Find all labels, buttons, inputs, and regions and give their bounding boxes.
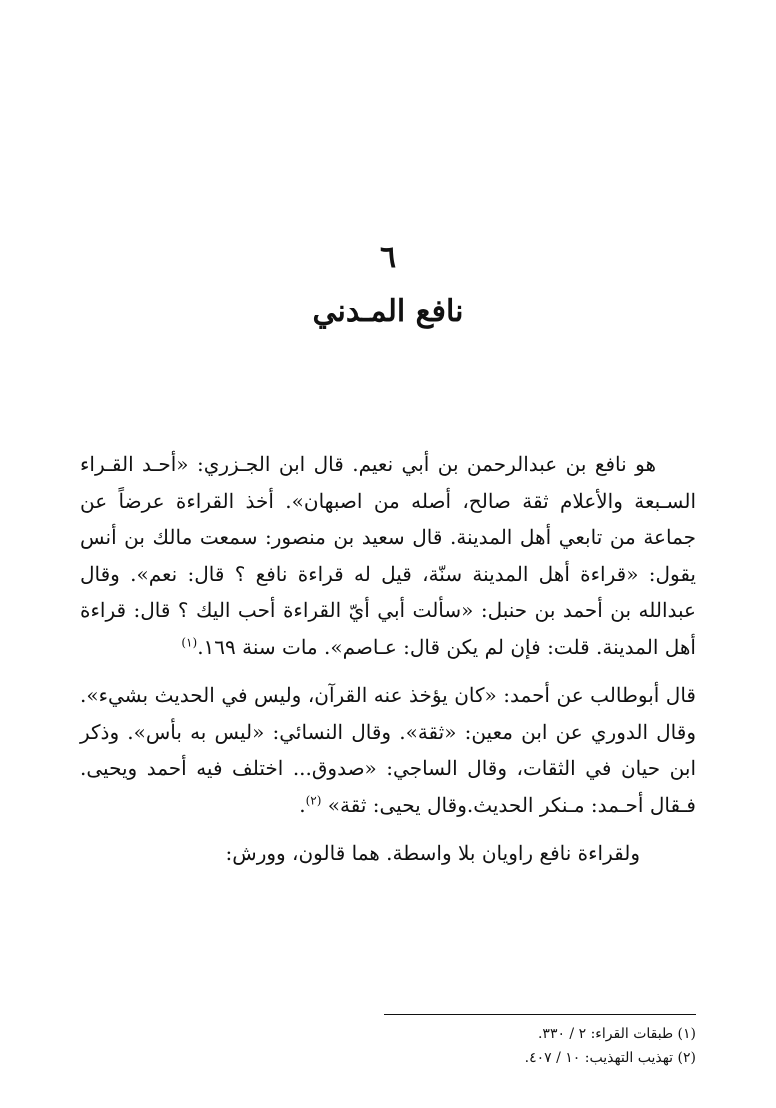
paragraph-transmitters <box>80 835 696 872</box>
body-text <box>80 446 696 884</box>
paragraph-text: قال أبوطالب عن أحمد: «كان يؤخذ عنه القرآن، وليس في الحديث بشيء». وقال الدوري عن ابن معين: «ثقة». وقال النسائي: «ليس به بأس». وذكر ابن حيان في الثقات، وقال الساجي: «صدوق... اختلف فيه أحمد ويحيى. فـقال أحـمد: مـنكر الحديث.وقال يحيى: ثقة» <box>80 683 696 817</box>
paragraph-text: ولقراءة نافع راويان بلا واسطة. هما قالون، وورش: <box>225 841 640 865</box>
paragraph-narrators-opinions <box>80 677 696 823</box>
chapter-number: ٦ <box>379 240 397 275</box>
footnotes <box>296 1022 696 1070</box>
paragraph-text: هو نافع بن عبدالرحمن بن أبي نعيم. قال ابن الجـزري: «أحـد القـراء السـبعة والأعلام ثقة صالح، أصله من اصبهان». أخذ القراءة عرضاً عن جماعة من تابعي أهل المدينة. قال سعيد بن منصور: سمعت مالك بن أنس يقول: «قراءة أهل المدينة سنّة، قيل له قراءة نافع ؟ قال: نعم». وقال عبدالله بن أحمد بن حنبل: «سألت أبي أيّ القراءة أحب اليك ؟ قال: قراءة أهل المدينة. قلت: فإن لم يكن قال: عـاصم». مات سنة ١٦٩. <box>80 452 696 659</box>
footnote-2: (٢) تهذيب التهذيب: ١٠ / ٤٠٧. <box>524 1050 696 1066</box>
footnote-1: (١) طبقات القراء: ٢ / ٣٣٠. <box>537 1026 696 1042</box>
footnote-ref-2: (٢) <box>305 792 322 807</box>
footnote-ref-1: (١) <box>181 634 198 649</box>
paragraph-ending: . <box>299 792 306 817</box>
chapter-title: نافع المـدني <box>312 294 464 329</box>
paragraph-biography <box>80 446 696 665</box>
footnote-divider <box>384 1014 696 1015</box>
